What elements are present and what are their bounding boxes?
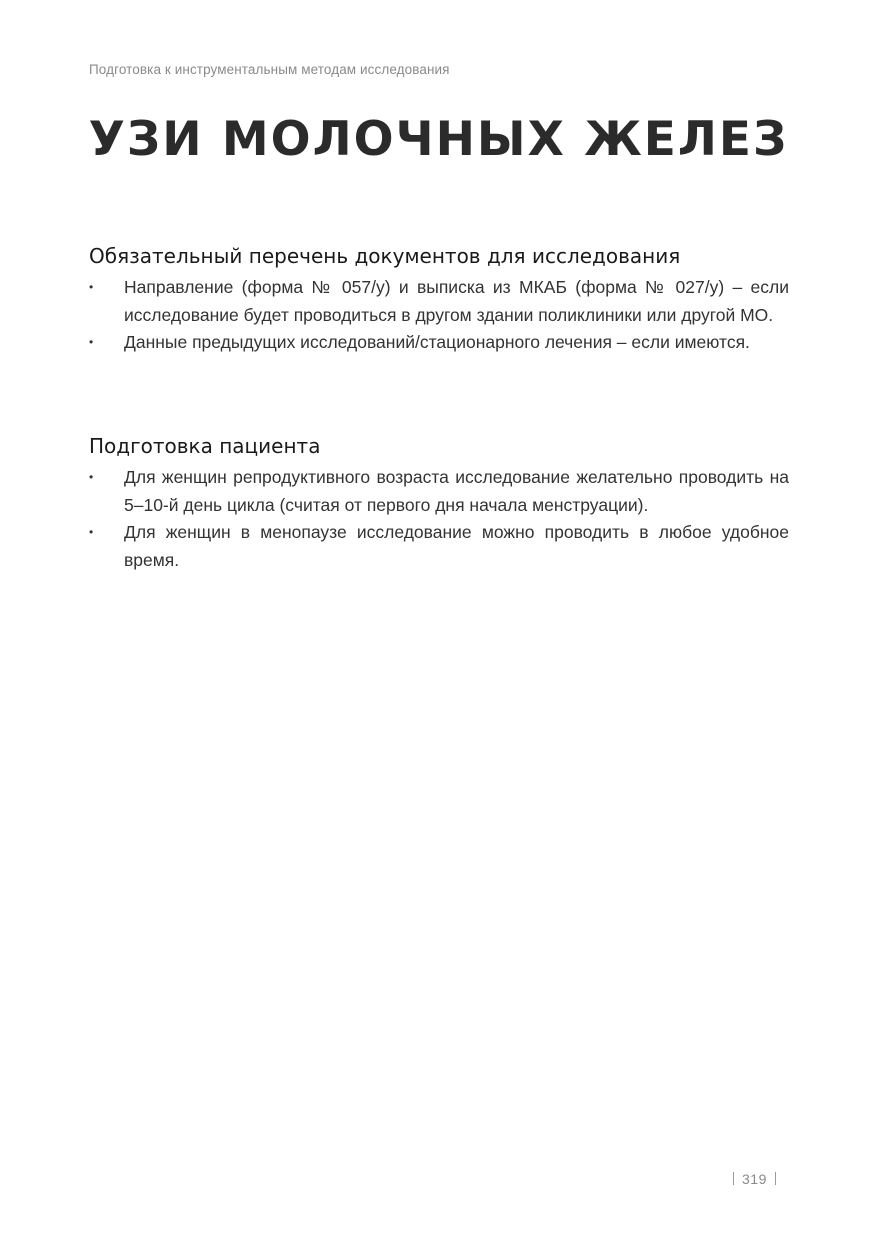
divider xyxy=(775,1172,776,1185)
list-item xyxy=(89,464,789,519)
section-heading: Обязательный перечень документов для исследования xyxy=(89,244,681,268)
section-documents xyxy=(89,242,789,357)
list-item xyxy=(89,519,789,574)
bullet-list xyxy=(89,274,789,357)
section-preparation xyxy=(89,432,789,574)
divider xyxy=(733,1172,734,1185)
list-item-text: Направление (форма № 057/у) и выписка из МКАБ (форма № 027/у) – если исследование будет проводиться в другом здании поликлиники или другой МО. xyxy=(124,277,789,325)
list-item-text: Для женщин репродуктивного возраста исследование желательно проводить на 5–10-й день цикла (считая от первого дня начала менструации). xyxy=(124,467,789,515)
bullet-list xyxy=(89,464,789,574)
page-number xyxy=(733,1171,776,1187)
section-heading: Подготовка пациента xyxy=(89,434,321,458)
list-item-text: Данные предыдущих исследований/стационарного лечения – если имеются. xyxy=(124,332,750,352)
page-number-value: 319 xyxy=(742,1171,767,1187)
bullet-icon: • xyxy=(89,335,94,349)
list-item xyxy=(89,329,789,357)
list-item xyxy=(89,274,789,329)
bullet-icon: • xyxy=(89,525,94,539)
bullet-icon: • xyxy=(89,280,94,294)
running-header: Подготовка к инструментальным методам исследования xyxy=(89,62,450,77)
bullet-icon: • xyxy=(89,470,94,484)
list-item-text: Для женщин в менопаузе исследование можно проводить в любое удобное время. xyxy=(124,522,789,570)
page-title: УЗИ МОЛОЧНЫХ ЖЕЛЕЗ xyxy=(88,112,789,167)
